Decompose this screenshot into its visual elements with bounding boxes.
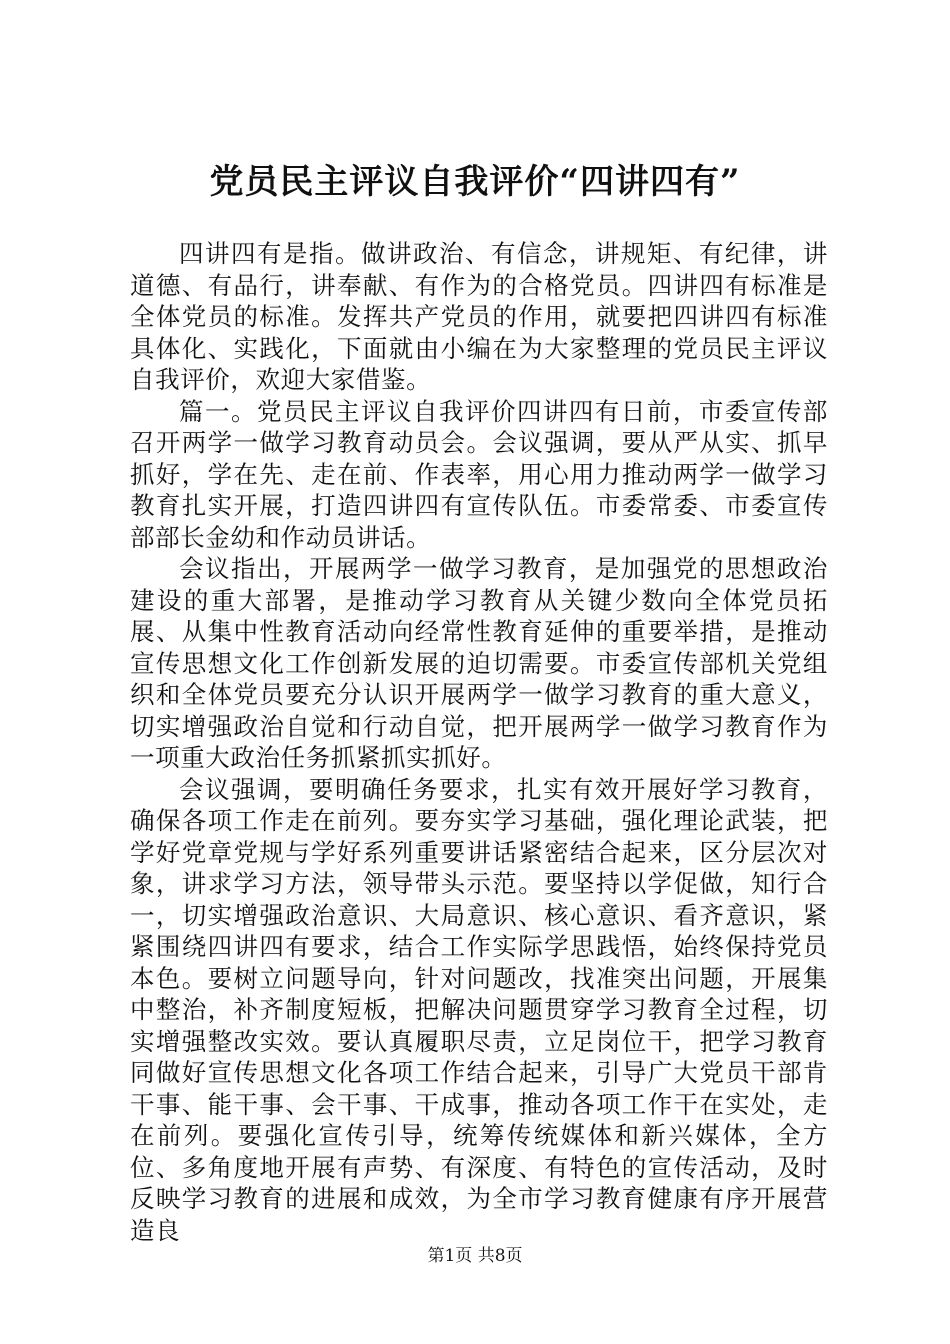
page-indicator: 第1页 共8页 (427, 1246, 523, 1266)
document-title: 党员民主评议自我评价“四讲四有” (209, 162, 741, 202)
paragraph-meeting-emphasized: 会议强调，要明确任务要求，扎实有效开展好学习教育，确保各项工作走在前列。要夯实学习基础，强化理论武装，把学好党章党规与学好系列重要讲话紧密结合起来，区分层次对象，讲求学习方法，领导带头示范。要坚持以学促做，知行合一，切实增强政治意识、大局意识、核心意识、看齐意识，紧紧围绕四讲四有要求，结合工作实际学思践悟，始终保持党员本色。要树立问题导向，针对问题改，找准突出问题，开展集中整治，补齐制度短板，把解决问题贯穿学习教育全过程，切实增强整改实效。要认真履职尽责，立足岗位干，把学习教育同做好宣传思想文化各项工作结合起来，引导广大党员干部肯干事、能干事、会干事、干成事，推动各项工作干在实处，走在前列。要强化宣传引导，统筹传统媒体和新兴媒体，全方位、多角度地开展有声势、有深度、有特色的宣传活动，及时反映学习教育的进展和成效，为全市学习教育健康有序开展营造良 (130, 774, 828, 1245)
document-body (130, 238, 828, 1246)
paragraph-part-one: 篇一。党员民主评议自我评价四讲四有日前，市委宣传部召开两学一做学习教育动员会。会议强调，要从严从实、抓早抓好，学在先、走在前、作表率，用心用力推动两学一做学习教育扎实开展，打造四讲四有宣传队伍。市委常委、市委宣传部部长金幼和作动员讲话。 (130, 396, 828, 552)
paragraph-meeting-pointed-out: 会议指出，开展两学一做学习教育，是加强党的思想政治建设的重大部署，是推动学习教育从关键少数向全体党员拓展、从集中性教育活动向经常性教育延伸的重要举措，是推动宣传思想文化工作创新发展的迫切需要。市委宣传部机关党组织和全体党员要充分认识开展两学一做学习教育的重大意义，切实增强政治自觉和行动自觉，把开展两学一做学习教育作为一项重大政治任务抓紧抓实抓好。 (130, 554, 828, 772)
paragraph-intro: 四讲四有是指。做讲政治、有信念，讲规矩、有纪律，讲道德、有品行，讲奉献、有作为的合格党员。四讲四有标准是全体党员的标准。发挥共产党员的作用，就要把四讲四有标准具体化、实践化，下面就由小编在为大家整理的党员民主评议自我评价，欢迎大家借鉴。 (130, 239, 828, 394)
